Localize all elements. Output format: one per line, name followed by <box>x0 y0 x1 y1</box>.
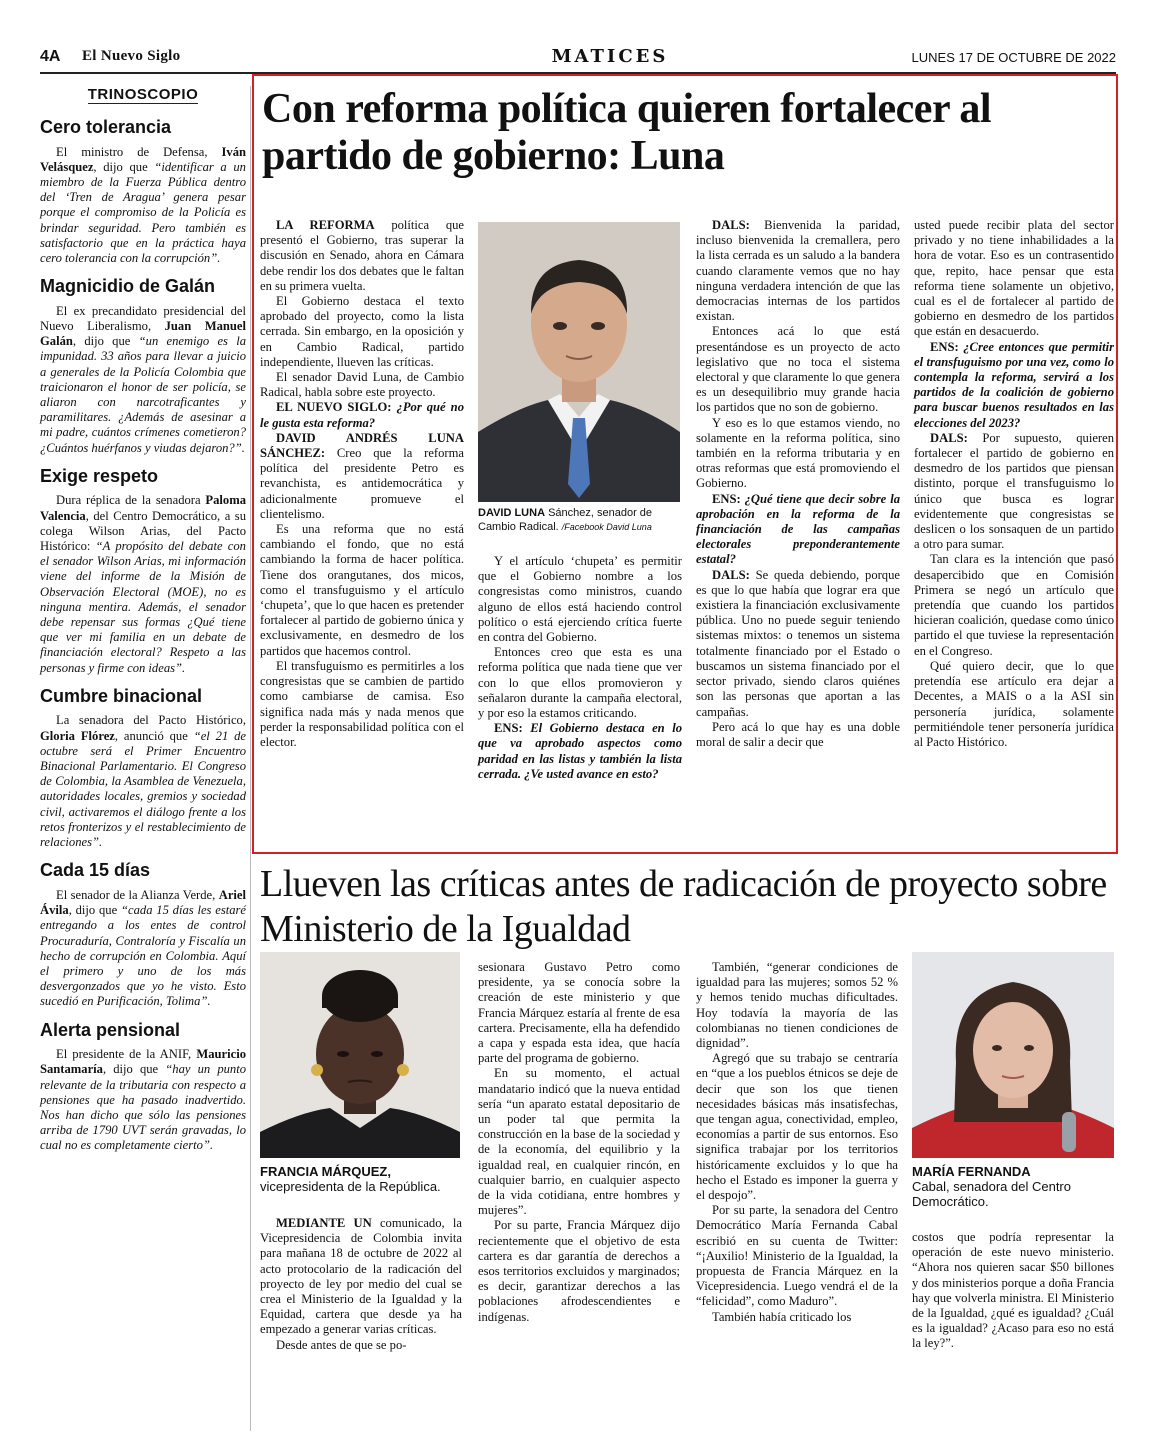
article-column-4: usted puede recibir plata del sector privado y no tiene inhabilidades a la hora de votar. Eso es un contrasentido que, repito, hace pensar que esta reforma tiene solamente un objetivo, cual es el de fortalecer al partido de gobierno en desmedro de los partidos que están en desacuerdo. ENS: ¿Cree entonces que permitir el transfuguismo por una vez, como lo contempla la reforma, servirá a los partidos de la coalición de gobierno para buscar buenos resultados en las elecciones del 2023? DALS: Por supuesto, quieren fortalecer el partido de gobierno en desmedro de los partidos que piensan distinto, porque el transfuguismo lo único que busca es lograr evidentemente que congresistas se deslicen o los sonsaquen de un partido a otro para sumar. Tan clara es la intención que pasó desapercibido que en Comisión Primera se negó un artículo que pretendía que cuando los partidos hicieran coalición, quedase como único partido el que tuviese la representación en el Congreso. Qué quiero decir, que lo que pretendía ese artículo era dejar a Decentes, a MAIS o a la ASI sin personería jurídica, solamente permitiéndole tener personería jurídica al Pacto Histórico. <box>914 218 1114 749</box>
portrait-image <box>478 222 680 502</box>
sidebar-item-heading: Cumbre binacional <box>40 685 203 706</box>
page-number: 4A <box>40 48 61 65</box>
article-headline: Llueven las críticas antes de radicación de proyecto sobre Ministerio de la Igualdad <box>260 863 1107 950</box>
sidebar-item-body: La senadora del Pacto Histórico, Gloria Flórez, anunció que “el 21 de octubre será el Primer Encuentro Binacional Parlamentario. El Congreso de Colombia, la Asamblea de Venezuela, autoridades locales, gremios y sociedad civil, activaremos el diálogo frente a los retos fronterizos y el restablecimiento de relaciones”. <box>40 713 246 850</box>
article-column-1: MEDIANTE UN comunicado, la Vicepresidencia de Colombia invita para mañana 18 de octubre de 2022 al acto protocolario de la radicación del proyecto de ley por medio del cual se crea el Ministerio de la Igualdad y la Equidad, cartera que desde ya ha empezado a generar varias críticas. Desde antes de que se po- <box>260 1216 462 1352</box>
sidebar-item-body: El presidente de la ANIF, Mauricio Santamaría, dijo que “hay un punto relevante de la tributaria con respecto a pensiones que ha pasado inadvertido. Nos han dicho que sólo las pensiones arriba de 1790 UVT serán gravadas, lo cual no es completamente cierto”. <box>40 1047 247 1153</box>
sidebar-item <box>40 276 246 456</box>
sidebar-item <box>40 686 246 850</box>
maria-fernanda-cabal-photo <box>912 952 1114 1158</box>
sidebar-item-body: El ex precandidato presidencial del Nuevo Liberalismo, Juan Manuel Galán, dijo que “un enemigo es la impunidad. 33 años para llevar a juicio a generales de la Policía Colombia que traicionaron el honor de ser policía, se aliaron con narcotraficantes y paramilitares. ¿Además de asesinar a mi padre, cuántos crímenes cometieron? ¿Cuántos huérfanos y viudas dejaron?”. <box>40 303 247 455</box>
article-column-3: También, “generar condiciones de igualdad para las mujeres; somos 52 % y hemos tenido muchas dificultades. Hoy todavía la mayoría de las colombianas no tienen condiciones de dignidad”. Agregó que su trabajo se centraría en “que a los pueblos étnicos se deje de decir que son los que tienen necesidades básicas más insatisfechas, que tengan agua, conectividad, empleo, economías a partir de sus entornos. Eso significa trabajar por los territorios históricamente excluidos y lo que ha hecho el Estado es imponer la guerra y el despojo”. Por su parte, la senadora del Centro Democrático María Fernanda Cabal escribió en su cuenta de Twitter: “¡Auxilio! Ministerio de la Igualdad, la propuesta de Francia Márquez en la Vicepresidencia. Luego vendrá el de la “felicidad”, como Maduro”. También había criticado los <box>696 960 898 1324</box>
article-headline: Con reforma política quieren fortalecer al partido de gobierno: Luna <box>262 86 991 179</box>
sidebar-item-body: Dura réplica de la senadora Paloma Valencia, del Centro Democrático, a su colega Wilson Arias, del Pacto Histórico: “A propósito del debate con el senador Wilson Arias, mi información viene del informe de la Misión de Observación Electoral (MOE), no es ninguna mentira. Además, el senador debe repensar sus formas ¿Qué tiene que ver mi familia en un debate de financiación electoral? Respeto a las personas y firme con ideas”. <box>40 493 246 675</box>
column-divider <box>250 86 251 1431</box>
trinoscopio-sidebar <box>40 86 246 1164</box>
issue-date: LUNES 17 DE OCTUBRE DE 2022 <box>911 50 1116 65</box>
sidebar-item <box>40 860 246 1009</box>
sidebar-item-body: El ministro de Defensa, Iván Velásquez, dijo que “identificar a un miembro de la Fuerza Pública dentro del ‘Tren de Aragua’ genera pesar porque el compromiso de la Policía es brindar seguridad. Pero también es satisfactorio que en la práctica haya cero tolerancia con la corrupción”. <box>40 144 246 266</box>
section-title: MATICES <box>551 46 669 67</box>
article-column-3: DALS: Bienvenida la paridad, incluso bienvenida la cremallera, pero la lista cerrada es un saludo a la bandera cuando claramente vemos que no hay ninguna verdadera intención de que las democracias internas de los partidos existan. Entonces acá lo que está presentándose es un proyecto de acto legislativo que no toca el sistema electoral y que claramente lo que genera es un desequilibrio muy grande hacia los partidos que no son de gobierno. Y eso es lo que estamos viendo, no solamente en la reforma política, sino también en la reforma tributaria y en otras reformas que está promoviendo el Gobierno. ENS: ¿Qué tiene que decir sobre la aprobación en la reforma de la financiación de las campañas electorales preponderantemente estatal? DALS: Se queda debiendo, porque es que lo que había que lograr era que existiera la financiación exclusivamente pública. Uno no puede seguir teniendo sistemas mixtos: o tenemos un sistema totalmente financiado por el Estado o buscamos un sistema financiado por el sector privado, siendo claros quiénes son las personas que aportan a las campañas. Pero acá lo que hay es una doble moral de salir a decir que <box>696 218 900 749</box>
article-column-1: LA REFORMA política que presentó el Gobierno, tras superar la discusión en Senado, ahora en Cámara debe rendir los dos debates que le faltan en su primera vuelta. El Gobierno destaca el texto aprobado del proyecto, como la lista cerrada. Sin embargo, en la oposición y en Cambio Radical, partido independiente, llueven las críticas. El senador David Luna, de Cambio Radical, habla sobre este proyecto. EL NUEVO SIGLO: ¿Por qué no le gusta esta reforma? DAVID ANDRÉS LUNA SÁNCHEZ: Creo que la reforma política del presidente Petro es revanchista, es antidemocrática y adicionalmente promueve el clientelismo. Es una reforma que no está cambiando el fondo, que no está cambiando la forma de hacer política. Tiene dos orangutanes, dos micos, como el transfuguismo y el artículo ‘chupeta’, que lo que hacen es pretender fortalecer al partido de gobierno única y exclusivamente, en desmedro de los partidos que hacemos control. El transfuguismo es permitirles a los congresistas que se cambien de partido como cambiarse de camisa. Eso significa nada más y nada menos que perder la responsabilidad política con el elector. <box>260 218 464 749</box>
sidebar-item-heading: Magnicidio de Galán <box>40 276 216 297</box>
francia-marquez-photo <box>260 952 460 1158</box>
portrait-image <box>260 952 460 1158</box>
article-column-2: Y el artículo ‘chupeta’ es permitir que el Gobierno nombre a los congresistas como ministros, cuando alguno de ellos está haciendo control político o está ejerciendo crítica fuerte en contra del Gobierno. Entonces creo que esta es una reforma política que nada tiene que ver con lo que ellos promovieron y señalaron durante la campaña electoral, y por eso la estamos criticando. ENS: El Gobierno destaca en lo que va aprobado aspectos como paridad en las listas y también la lista cerrada. ¿Ve usted avance en esto? <box>478 554 682 781</box>
photo-caption: DAVID LUNA Sánchez, senador de Cambio Radical. /Facebook David Luna <box>478 507 653 533</box>
photo-caption: MARÍA FERNANDA Cabal, senadora del Centro Democrático. <box>912 1164 1071 1209</box>
article-ministerio-igualdad <box>252 858 1118 1438</box>
newspaper-name: El Nuevo Siglo <box>82 48 181 64</box>
david-luna-photo <box>478 222 680 502</box>
sidebar-item-heading: Exige respeto <box>40 465 159 486</box>
page-header <box>40 44 1116 74</box>
sidebar-item-heading: Cada 15 días <box>40 860 151 881</box>
article-column-4: costos que podría representar la operación de este nuevo ministerio. “Ahora nos quieren sacar $50 billones y dos ministerios porque a doña Francia hay que volverla ministra. El Ministerio de la Igualdad, ¿qué es igualdad? ¿Cuál es la igualdad? ¿Acaso para eso no está la ley?”. <box>912 1230 1114 1351</box>
sidebar-item-heading: Cero tolerancia <box>40 117 172 137</box>
sidebar-item-body: El senador de la Alianza Verde, Ariel Ávila, dijo que “cada 15 días les estaré entregando a los entes de control Procuraduría, Contraloría y Fiscalía un hecho de corrupción en Colombia. Aquí el primero y uno de los más desvergonzados que yo he visto. Esto sucedió en Purificación, Tolima”. <box>40 887 247 1009</box>
sidebar-title: TRINOSCOPIO <box>87 86 199 103</box>
sidebar-item <box>40 117 246 266</box>
article-column-2: sesionara Gustavo Petro como presidente, ya se conocía sobre la creación de este ministerio y que Francia Márquez estaría al frente de esa cartera. Precisamente, ella ha defendido a capa y espada esta idea, que hacía parte del programa de gobierno. En su momento, el actual mandatario indicó que la nueva entidad sería “un aparato estatal depositario de un poder tal que permita la construcción en la base de la sociedad y de la economía, del equilibrio y la igualdad real, en cualquier rincón, en cualquier barrio, en cualquier aspecto de la vida cotidiana, entre hombres y mujeres”. Por su parte, Francia Márquez dijo recientemente que el objetivo de esta cartera es dar garantía de derechos a esos territorios excluidos y marginados; es decir, garantizar derechos a las poblaciones afrodescendientes e indígenas. <box>478 960 680 1324</box>
article-reforma-politica <box>252 74 1118 854</box>
sidebar-item <box>40 466 246 676</box>
sidebar-item-heading: Alerta pensional <box>40 1019 181 1040</box>
sidebar-item <box>40 1020 246 1154</box>
portrait-image <box>912 952 1114 1158</box>
photo-caption: FRANCIA MÁRQUEZ, vicepresidenta de la República. <box>260 1164 441 1194</box>
